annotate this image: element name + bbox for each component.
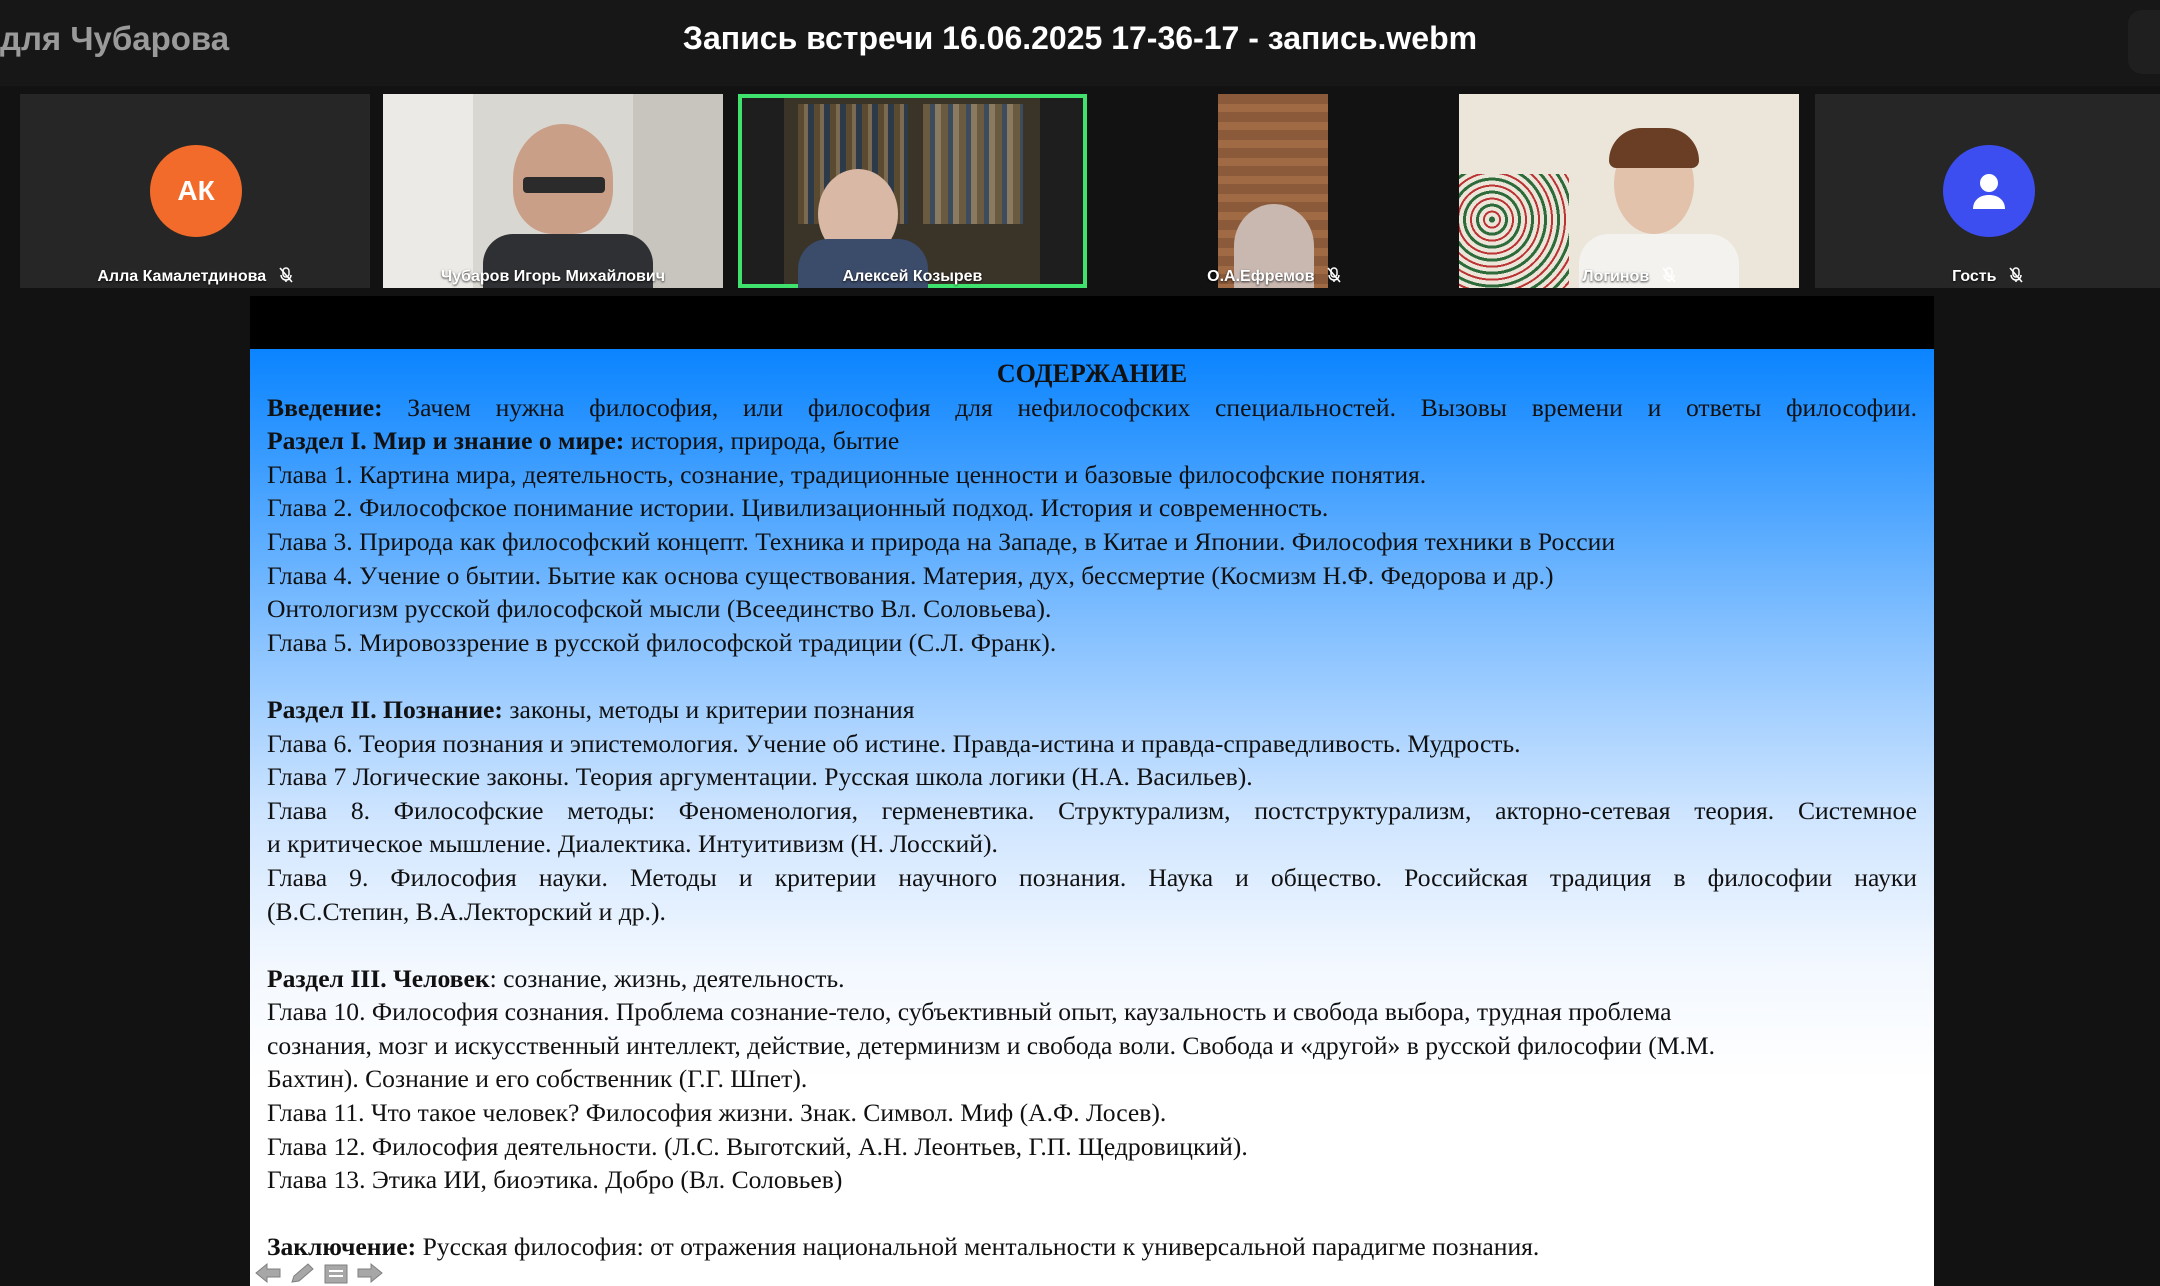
section-2-text: законы, методы и критерии познания (502, 694, 915, 724)
window-left-title: для Чубарова (0, 20, 230, 57)
chapter-7: Глава 7 Логические законы. Теория аргументации. Русская школа логики (Н.А. Васильев). (267, 762, 1253, 792)
chapter-10-cont: сознания, мозг и искусственный интеллект, действие, детерминизм и свобода воли. Свобода и «другой» в русской философии (М.М. (267, 1030, 1716, 1060)
chapter-1: Глава 1. Картина мира, деятельность, сознание, традиционные ценности и базовые философские понятия. (267, 459, 1427, 489)
arrow-right-icon[interactable] (356, 1262, 384, 1284)
mic-off-icon (279, 267, 293, 283)
mic-off-icon (2009, 267, 2023, 283)
chapter-9: Глава 9. Философия науки. Методы и критерии научного познания. Наука и общество. Российская традиция в философии науки (267, 862, 1917, 892)
chapter-6: Глава 6. Теория познания и эпистемология. Учение об истине. Правда-истина и правда-справедливость. Мудрость. (267, 728, 1521, 758)
section-1-text: история, природа, бытие (624, 426, 900, 456)
section-3-line (267, 962, 1917, 996)
spacer (267, 1197, 1917, 1231)
shared-slide (250, 296, 1934, 1286)
slide-document (267, 357, 1917, 1264)
intro-line (267, 391, 1917, 425)
chapter-10-cont2: Бахтин). Сознание и его собственник (Г.Г. Шпет). (267, 1064, 808, 1094)
participant-tile-loginov[interactable] (1459, 94, 1799, 288)
participant-name-text: Логинов (1582, 268, 1650, 285)
chapter-2: Глава 2. Философское понимание истории. Цивилизационный подход. История и современность. (267, 493, 1329, 523)
spacer (267, 928, 1917, 962)
participant-name (1104, 267, 1444, 286)
participant-name (383, 268, 723, 286)
slide-heading: СОДЕРЖАНИЕ (996, 359, 1188, 388)
participant-tile-chubarov[interactable] (383, 94, 723, 288)
record-button[interactable] (2128, 10, 2160, 74)
participant-name (1815, 267, 2160, 286)
participant-tile-efremov[interactable] (1104, 94, 1444, 288)
title-bar (0, 0, 2160, 86)
mic-off-icon (1662, 267, 1676, 283)
spacer (267, 659, 1917, 693)
arrow-left-icon[interactable] (254, 1262, 282, 1284)
section-1-line (267, 424, 1917, 458)
participant-name-text: Алла Камалетдинова (97, 268, 267, 285)
notes-icon[interactable] (322, 1262, 350, 1284)
chapter-13: Глава 13. Этика ИИ, биоэтика. Добро (Вл. Соловьев) (267, 1165, 843, 1195)
slide-top-bar (250, 296, 1934, 349)
section-2-line (267, 693, 1917, 727)
chapter-8-cont: и критическое мышление. Диалектика. Интуитивизм (Н. Лосский). (267, 829, 998, 859)
participant-tile-kozyrev[interactable] (738, 94, 1087, 288)
avatar (1943, 145, 2035, 237)
slide-toolbar (254, 1262, 384, 1286)
slide-body (250, 349, 1934, 1286)
participants-strip (0, 94, 2160, 288)
avatar: АК (150, 145, 242, 237)
chapter-11: Глава 11. Что такое человек? Философия жизни. Знак. Символ. Миф (А.Ф. Лосев). (267, 1098, 1167, 1128)
section-2-label: Раздел II. Познание: (267, 694, 503, 724)
chapter-4-cont: Онтологизм русской философской мысли (Всеединство Вл. Соловьева). (267, 594, 1052, 624)
section-3-label: Раздел III. Человек (267, 963, 490, 993)
pen-icon[interactable] (288, 1262, 316, 1284)
chapter-10: Глава 10. Философия сознания. Проблема сознание-тело, субъективный опыт, каузальность и свобода выбора, трудная проблема (267, 997, 1672, 1027)
chapter-12: Глава 12. Философия деятельности. (Л.С. Выготский, А.Н. Леонтьев, Г.П. Щедровицкий). (267, 1131, 1248, 1161)
participant-name-text: Чубаров Игорь Михайлович (440, 268, 665, 285)
section-3-text: : сознание, жизнь, деятельность. (489, 963, 845, 993)
conclusion-label: Заключение: (267, 1232, 417, 1262)
conclusion-line (267, 1230, 1917, 1264)
participant-name-text: Гость (1952, 268, 1997, 285)
participant-tile-guest[interactable] (1815, 94, 2160, 288)
participant-name (738, 268, 1087, 286)
intro-label: Введение: (267, 392, 383, 422)
section-1-label: Раздел I. Мир и знание о мире: (267, 426, 625, 456)
chapter-5: Глава 5. Мировоззрение в русской философской традиции (С.Л. Франк). (267, 627, 1057, 657)
participant-tile-alla[interactable] (20, 94, 370, 288)
user-icon (1971, 171, 2007, 211)
chapter-9-cont: (В.С.Степин, В.А.Лекторский и др.). (267, 896, 666, 926)
conclusion-text: Русская философия: от отражения национальной ментальности к универсальной парадигме познания. (416, 1232, 1540, 1262)
participant-name (20, 267, 370, 286)
chapter-8: Глава 8. Философские методы: Феноменология, герменевтика. Структурализм, постструктурализм, акторно-сетевая теория. Системное (267, 795, 1917, 825)
participant-name-text: Алексей Козырев (842, 268, 983, 285)
chapter-3: Глава 3. Природа как философский концепт. Техника и природа на Западе, в Китае и Японии. Философия техники в России (267, 526, 1616, 556)
participant-name (1459, 267, 1799, 286)
mic-off-icon (1327, 267, 1341, 283)
window-title: Запись встречи 16.06.2025 17-36-17 - запись.webm (682, 20, 1478, 56)
chapter-4: Глава 4. Учение о бытии. Бытие как основа существования. Материя, дух, бессмертие (Космизм Н.Ф. Федорова и др.) (267, 560, 1554, 590)
participant-name-text: О.А.Ефремов (1207, 268, 1315, 285)
intro-text: Зачем нужна философия, или философия для нефилософских специальностей. Вызовы времени и ответы философии. (382, 392, 1917, 422)
